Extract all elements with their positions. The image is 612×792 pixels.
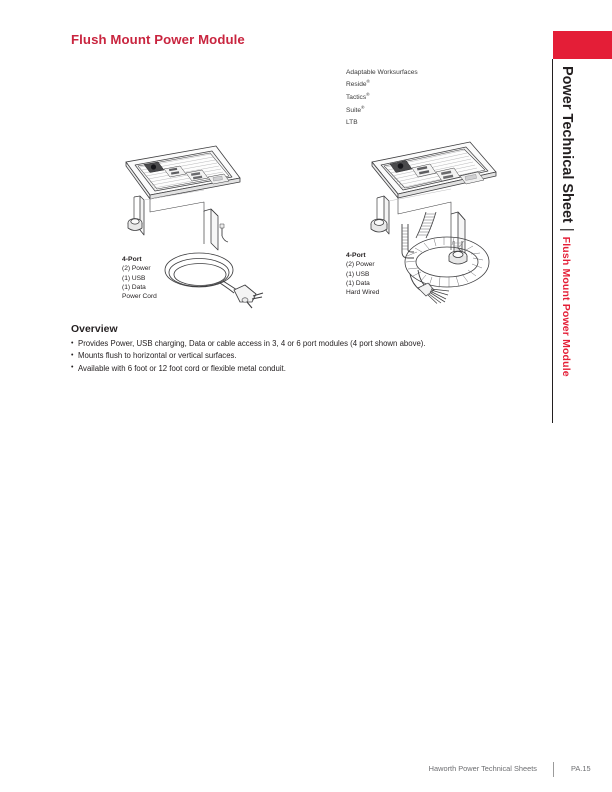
overview-bullet: • Available with 6 foot or 12 foot cord or flexible metal conduit. bbox=[71, 363, 511, 375]
side-running-head bbox=[553, 66, 579, 416]
callout-line: (1) Data bbox=[346, 279, 370, 287]
worksurfaces-item bbox=[346, 103, 418, 116]
registered-mark-icon: ® bbox=[366, 92, 370, 97]
worksurfaces-item bbox=[346, 77, 418, 90]
worksurfaces-item-name: Suite bbox=[346, 106, 362, 114]
side-running-head-primary: Power Technical Sheet bbox=[559, 66, 575, 223]
worksurfaces-list bbox=[346, 68, 418, 128]
worksurfaces-item-name: LTB bbox=[346, 119, 358, 127]
callout-power-cord-module bbox=[122, 255, 157, 301]
illustration-flexible-metal-conduit bbox=[400, 212, 510, 309]
page-footer bbox=[0, 764, 612, 778]
side-running-head-separator: | bbox=[559, 227, 575, 232]
callout-line: Power Cord bbox=[122, 293, 157, 301]
callout-line: (2) Power bbox=[346, 261, 375, 269]
overview-heading: Overview bbox=[71, 324, 118, 335]
overview-section bbox=[71, 324, 511, 375]
callout-line: (1) USB bbox=[346, 270, 370, 278]
worksurfaces-item-name: Reside bbox=[346, 81, 367, 89]
side-accent-tab bbox=[553, 31, 612, 59]
worksurfaces-item bbox=[346, 90, 418, 103]
registered-mark-icon: ® bbox=[361, 104, 365, 110]
footer-divider bbox=[553, 762, 554, 777]
overview-bullet: • Provides Power, USB charging, Data or cable access in 3, 4 or 6 port modules (4 port shown above). bbox=[71, 338, 511, 350]
page-title: Flush Mount Power Module bbox=[71, 32, 245, 47]
worksurfaces-item-name: Tactics bbox=[346, 94, 367, 102]
callout-line: (1) USB bbox=[122, 274, 146, 282]
callout-line: (1) Data bbox=[122, 283, 146, 291]
overview-bullet-list bbox=[71, 338, 511, 375]
side-running-head-secondary: Flush Mount Power Module bbox=[560, 236, 572, 377]
callout-line: Hard Wired bbox=[346, 289, 380, 297]
callout-line: (2) Power bbox=[122, 265, 151, 273]
illustration-power-cord bbox=[157, 248, 267, 315]
footer-label: Haworth Power Technical Sheets bbox=[428, 764, 537, 773]
worksurfaces-heading: Adaptable Worksurfaces bbox=[346, 69, 418, 76]
callout-hard-wired-module bbox=[346, 251, 379, 297]
worksurfaces-item bbox=[346, 115, 418, 128]
callout-heading: 4-Port bbox=[346, 252, 366, 259]
footer-page-number: PA.15 bbox=[571, 764, 591, 773]
callout-heading: 4-Port bbox=[122, 256, 142, 263]
registered-mark-icon: ® bbox=[366, 79, 370, 85]
overview-bullet: • Mounts flush to horizontal or vertical surfaces. bbox=[71, 350, 511, 362]
